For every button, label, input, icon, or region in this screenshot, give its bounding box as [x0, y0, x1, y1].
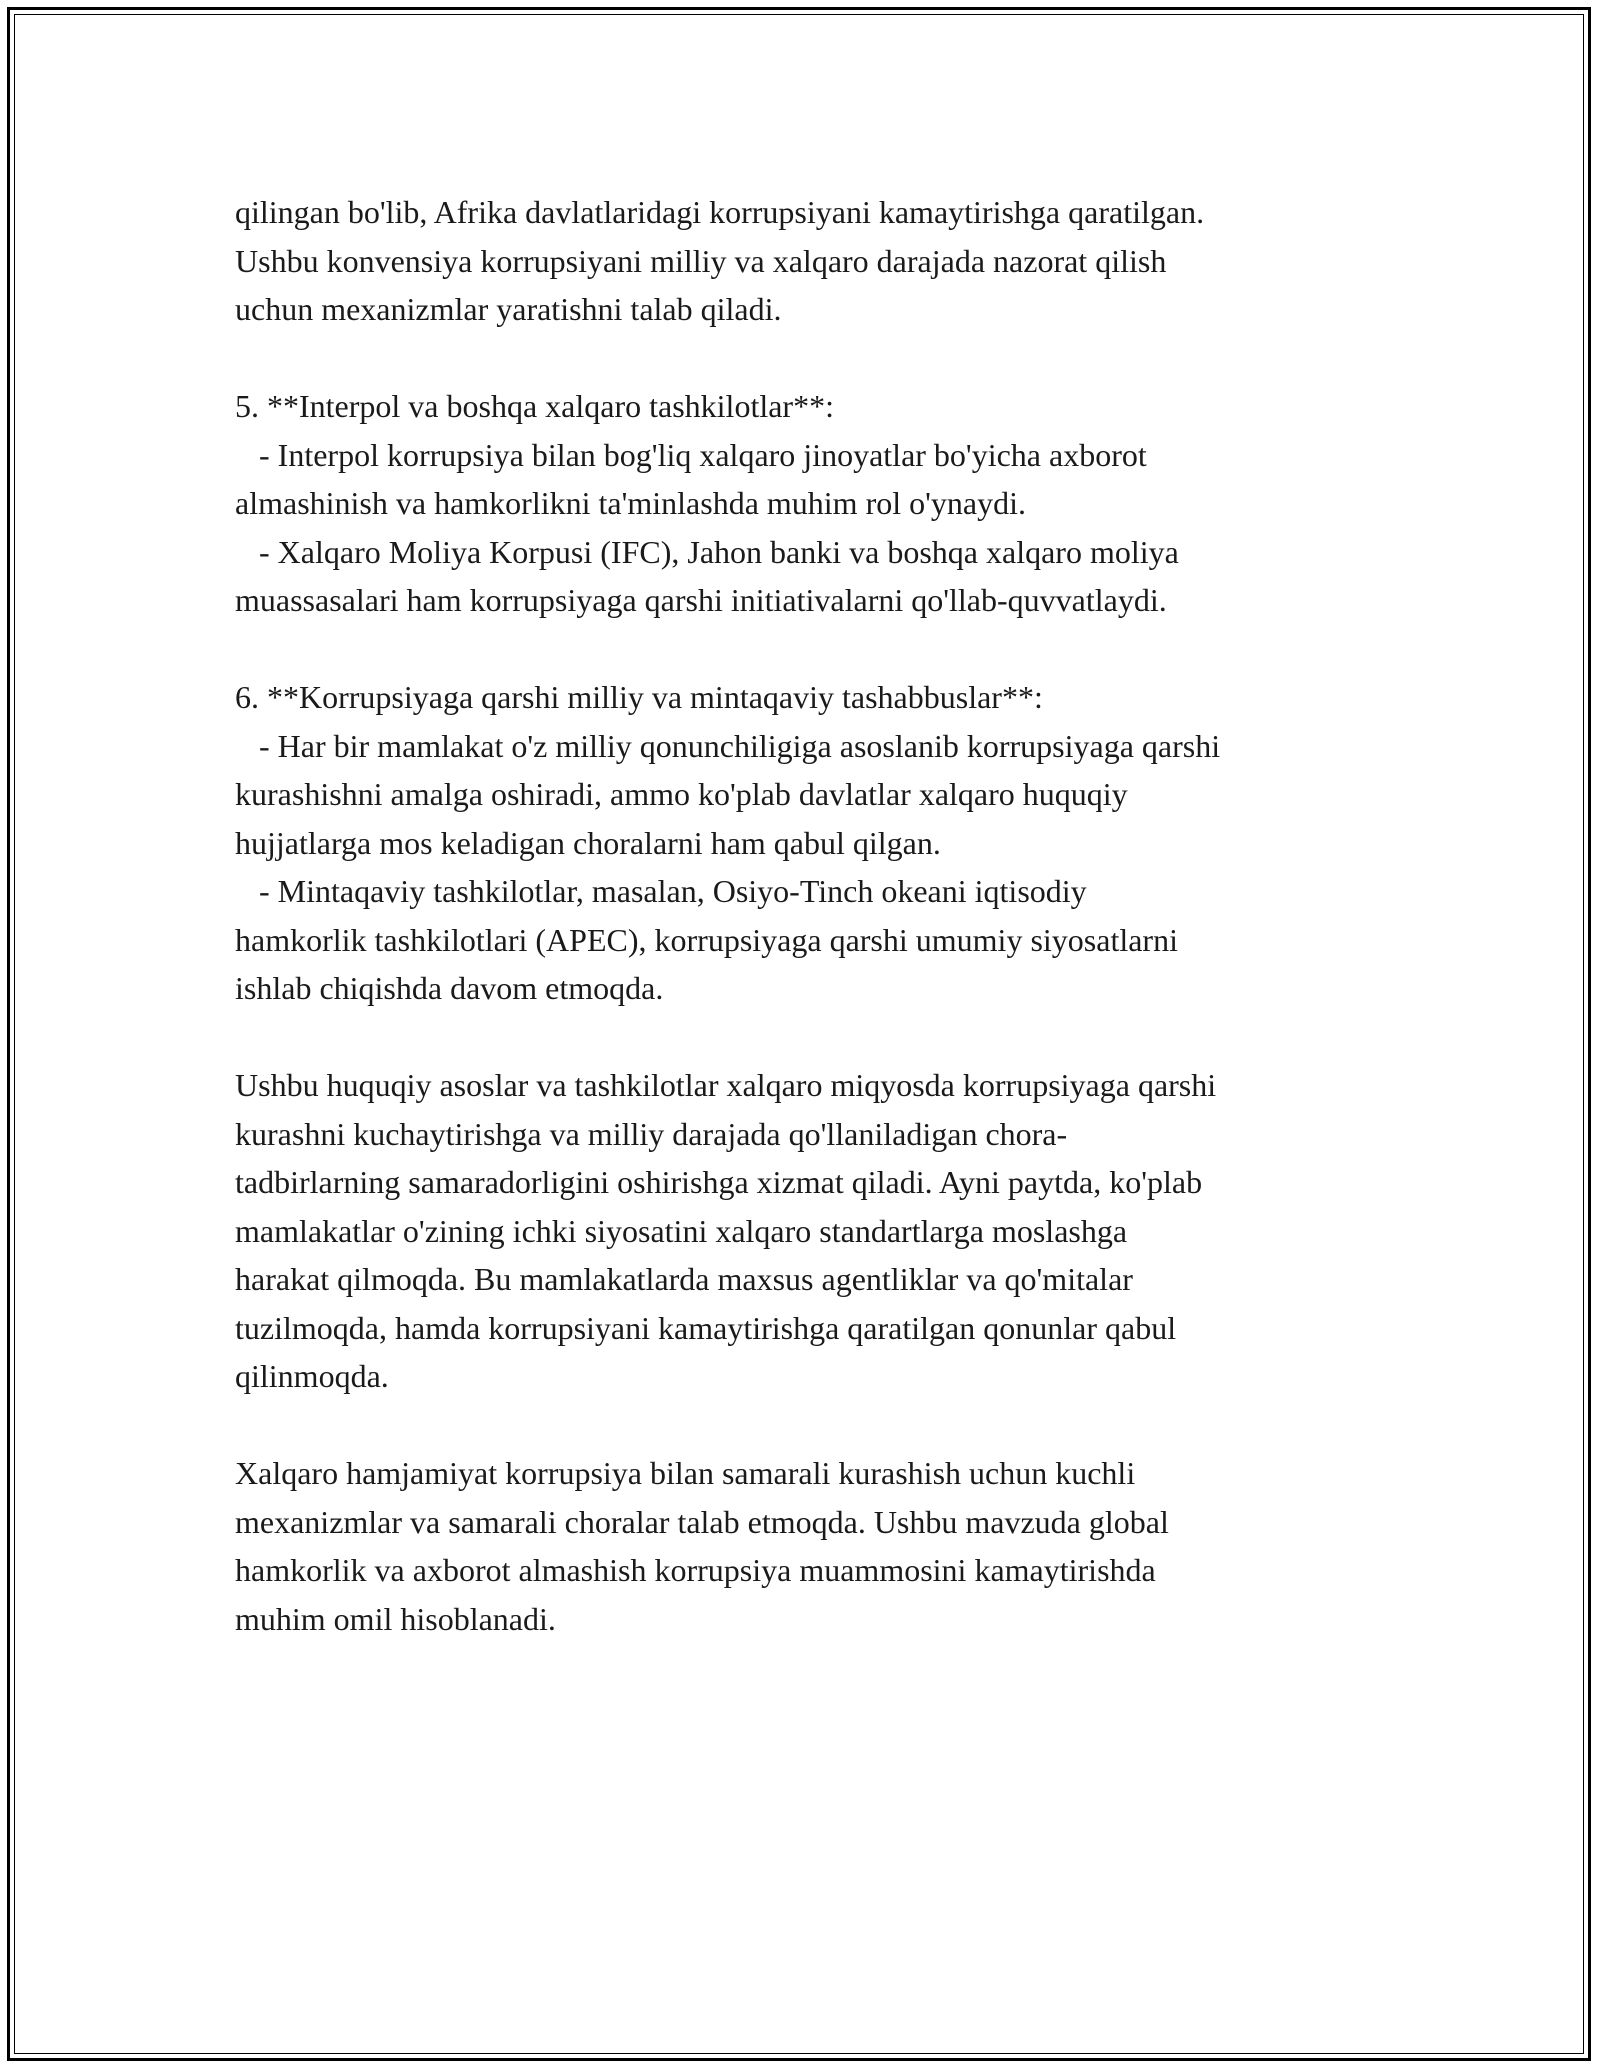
- text-line: muassasalari ham korrupsiyaga qarshi initiativalarni qo'llab-quvvatlaydi.: [235, 582, 1167, 618]
- text-line: - Mintaqaviy tashkilotlar, masalan, Osiyo-Tinch okeani iqtisodiy: [235, 873, 1087, 909]
- paragraph-xalqaro-hamjamiyat: [235, 1449, 1385, 1643]
- text-line: muhim omil hisoblanadi.: [235, 1600, 556, 1637]
- paragraph-tashabbuslar: [235, 673, 1385, 1013]
- paragraph-gap: [235, 1013, 1385, 1062]
- text-line: hujjatlarga mos keladigan choralarni ham qabul qilgan.: [235, 824, 941, 861]
- paragraph-huquqiy-asoslar: [235, 1061, 1385, 1401]
- text-line: - Interpol korrupsiya bilan bog'liq xalqaro jinoyatlar bo'yicha axborot: [235, 436, 1147, 473]
- document-body: [235, 188, 1385, 1643]
- text-line: kurashishni amalga oshiradi, ammo ko'plab davlatlar xalqaro huquqiy: [235, 776, 1128, 812]
- text-line: - Har bir mamlakat o'z milliy qonunchiligiga asoslanib korrupsiyaga qarshi: [235, 727, 1221, 764]
- text-line: almashinish va hamkorlikni ta'minlashda muhim rol o'ynaydi.: [235, 485, 1026, 521]
- paragraph-gap: [235, 334, 1385, 383]
- text-line: tuzilmoqda, hamda korrupsiyani kamaytirishga qaratilgan qonunlar qabul: [235, 1309, 1177, 1346]
- text-line: uchun mexanizmlar yaratishni talab qiladi.: [235, 291, 782, 327]
- text-line: ishlab chiqishda davom etmoqda.: [235, 970, 664, 1006]
- section-heading-5: 5. **Interpol va boshqa xalqaro tashkilotlar**:: [235, 388, 834, 424]
- text-line: Ushbu konvensiya korrupsiyani milliy va xalqaro darajada nazorat qilish: [235, 242, 1167, 279]
- text-line: - Xalqaro Moliya Korpusi (IFC), Jahon banki va boshqa xalqaro moliya: [235, 533, 1179, 570]
- text-line: tadbirlarning samaradorligini oshirishga xizmat qiladi. Ayni paytda, ko'plab: [235, 1164, 1203, 1200]
- paragraph-gap: [235, 625, 1385, 674]
- text-line: Xalqaro hamjamiyat korrupsiya bilan samarali kurashish uchun kuchli: [235, 1455, 1136, 1491]
- section-heading-6: 6. **Korrupsiyaga qarshi milliy va mintaqaviy tashabbuslar**:: [235, 679, 1043, 715]
- text-line: Ushbu huquqiy asoslar va tashkilotlar xalqaro miqyosda korrupsiyaga qarshi: [235, 1067, 1217, 1103]
- paragraph-gap: [235, 1401, 1385, 1450]
- text-line: qilinmoqda.: [235, 1358, 389, 1394]
- text-line: mexanizmlar va samarali choralar talab etmoqda. Ushbu mavzuda global: [235, 1503, 1169, 1540]
- paragraph-interpol: [235, 382, 1385, 625]
- paragraph-konvensiya: [235, 188, 1385, 334]
- text-line: qilingan bo'lib, Afrika davlatlaridagi korrupsiyani kamaytirishga qaratilgan.: [235, 194, 1205, 230]
- text-line: mamlakatlar o'zining ichki siyosatini xalqaro standartlarga moslashga: [235, 1212, 1128, 1249]
- text-line: harakat qilmoqda. Bu mamlakatlarda maxsus agentliklar va qo'mitalar: [235, 1261, 1133, 1297]
- text-line: hamkorlik va axborot almashish korrupsiya muammosini kamaytirishda: [235, 1552, 1156, 1588]
- text-line: kurashni kuchaytirishga va milliy darajada qo'llaniladigan chora-: [235, 1115, 1068, 1152]
- text-line: hamkorlik tashkilotlari (APEC), korrupsiyaga qarshi umumiy siyosatlarni: [235, 921, 1178, 958]
